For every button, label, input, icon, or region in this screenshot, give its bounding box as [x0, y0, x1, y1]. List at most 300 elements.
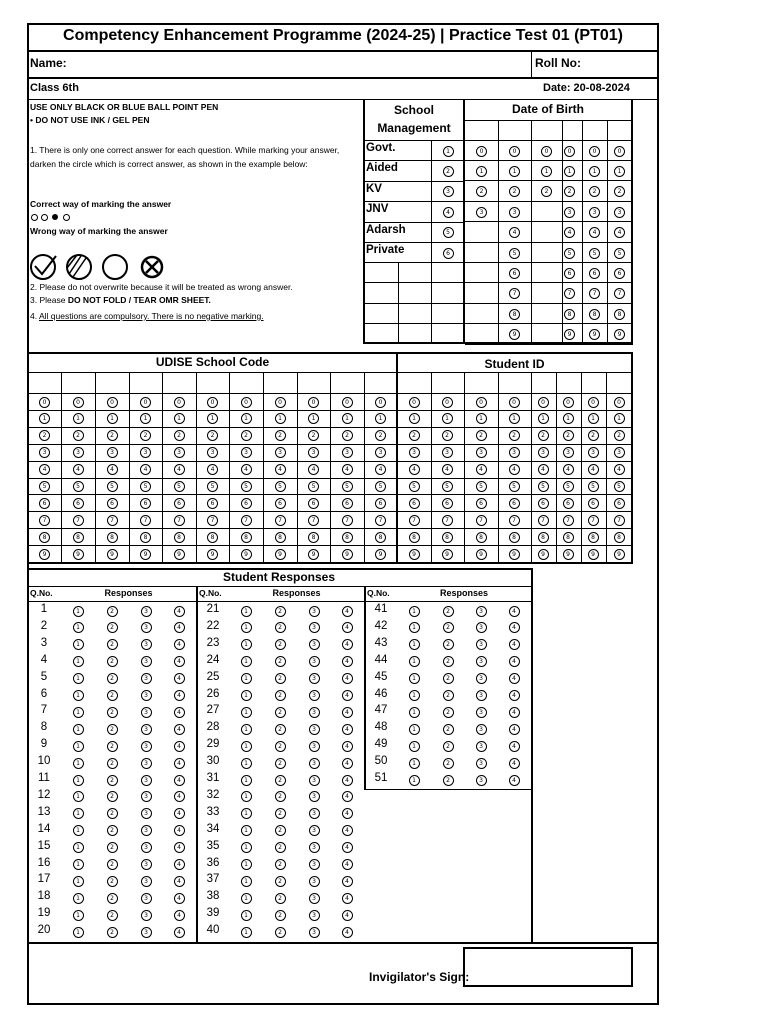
response-bubble[interactable]: 3	[141, 724, 152, 735]
dob-digit-bubble[interactable]: 0	[541, 146, 552, 157]
response-bubble[interactable]: 3	[476, 724, 487, 735]
response-bubble[interactable]: 3	[309, 690, 320, 701]
udise-digit-bubble[interactable]: 4	[342, 464, 353, 475]
response-bubble[interactable]: 3	[476, 606, 487, 617]
student-id-digit-bubble[interactable]: 8	[442, 532, 453, 543]
response-bubble[interactable]: 2	[275, 825, 286, 836]
student-id-digit-bubble[interactable]: 9	[476, 549, 487, 560]
response-bubble[interactable]: 4	[342, 842, 353, 853]
response-bubble[interactable]: 1	[73, 825, 84, 836]
response-bubble[interactable]: 3	[476, 741, 487, 752]
student-id-digit-bubble[interactable]: 5	[409, 481, 420, 492]
response-bubble[interactable]: 1	[241, 673, 252, 684]
udise-digit-bubble[interactable]: 1	[140, 413, 151, 424]
response-bubble[interactable]: 3	[141, 606, 152, 617]
dob-digit-bubble[interactable]: 3	[589, 207, 600, 218]
response-bubble[interactable]: 2	[275, 622, 286, 633]
student-id-digit-bubble[interactable]: 0	[614, 397, 625, 408]
response-bubble[interactable]: 1	[409, 639, 420, 650]
response-bubble[interactable]: 1	[409, 656, 420, 667]
udise-digit-bubble[interactable]: 9	[275, 549, 286, 560]
dob-digit-bubble[interactable]: 0	[564, 146, 575, 157]
udise-digit-bubble[interactable]: 7	[342, 515, 353, 526]
udise-digit-bubble[interactable]: 0	[73, 397, 84, 408]
udise-digit-bubble[interactable]: 2	[39, 430, 50, 441]
response-bubble[interactable]: 4	[174, 842, 185, 853]
dob-digit-bubble[interactable]: 2	[541, 186, 552, 197]
response-bubble[interactable]: 1	[409, 724, 420, 735]
udise-digit-bubble[interactable]: 8	[39, 532, 50, 543]
dob-digit-bubble[interactable]: 1	[476, 166, 487, 177]
response-bubble[interactable]: 1	[409, 707, 420, 718]
response-bubble[interactable]: 1	[241, 775, 252, 786]
response-bubble[interactable]: 1	[241, 808, 252, 819]
response-bubble[interactable]: 3	[309, 910, 320, 921]
response-bubble[interactable]: 3	[141, 910, 152, 921]
dob-digit-bubble[interactable]: 7	[564, 288, 575, 299]
response-bubble[interactable]: 3	[309, 741, 320, 752]
udise-digit-bubble[interactable]: 4	[275, 464, 286, 475]
response-bubble[interactable]: 4	[342, 606, 353, 617]
response-bubble[interactable]: 3	[309, 775, 320, 786]
udise-digit-bubble[interactable]: 9	[107, 549, 118, 560]
student-id-digit-bubble[interactable]: 9	[409, 549, 420, 560]
udise-digit-bubble[interactable]: 7	[275, 515, 286, 526]
response-bubble[interactable]: 3	[476, 690, 487, 701]
dob-digit-bubble[interactable]: 5	[564, 248, 575, 259]
response-bubble[interactable]: 2	[107, 791, 118, 802]
response-bubble[interactable]: 3	[141, 758, 152, 769]
response-bubble[interactable]: 4	[342, 791, 353, 802]
response-bubble[interactable]: 1	[73, 791, 84, 802]
student-id-digit-bubble[interactable]: 6	[563, 498, 574, 509]
student-id-digit-bubble[interactable]: 3	[476, 447, 487, 458]
student-id-digit-bubble[interactable]: 8	[509, 532, 520, 543]
udise-digit-bubble[interactable]: 5	[375, 481, 386, 492]
response-bubble[interactable]: 4	[174, 656, 185, 667]
response-bubble[interactable]: 3	[476, 656, 487, 667]
udise-digit-bubble[interactable]: 5	[308, 481, 319, 492]
response-bubble[interactable]: 1	[73, 741, 84, 752]
response-bubble[interactable]: 2	[275, 859, 286, 870]
udise-digit-bubble[interactable]: 3	[73, 447, 84, 458]
dob-digit-bubble[interactable]: 2	[589, 186, 600, 197]
response-bubble[interactable]: 3	[141, 825, 152, 836]
student-id-digit-bubble[interactable]: 4	[409, 464, 420, 475]
response-bubble[interactable]: 3	[141, 893, 152, 904]
response-bubble[interactable]: 3	[476, 775, 487, 786]
response-bubble[interactable]: 1	[241, 656, 252, 667]
response-bubble[interactable]: 1	[409, 606, 420, 617]
response-bubble[interactable]: 4	[342, 758, 353, 769]
response-bubble[interactable]: 4	[342, 876, 353, 887]
student-id-digit-bubble[interactable]: 0	[442, 397, 453, 408]
response-bubble[interactable]: 4	[174, 690, 185, 701]
student-id-digit-bubble[interactable]: 4	[442, 464, 453, 475]
udise-digit-bubble[interactable]: 2	[308, 430, 319, 441]
response-bubble[interactable]: 1	[241, 622, 252, 633]
udise-digit-bubble[interactable]: 4	[174, 464, 185, 475]
udise-digit-bubble[interactable]: 1	[39, 413, 50, 424]
udise-digit-bubble[interactable]: 5	[39, 481, 50, 492]
response-bubble[interactable]: 1	[73, 893, 84, 904]
response-bubble[interactable]: 1	[241, 791, 252, 802]
response-bubble[interactable]: 4	[342, 859, 353, 870]
response-bubble[interactable]: 1	[241, 707, 252, 718]
response-bubble[interactable]: 2	[275, 876, 286, 887]
response-bubble[interactable]: 4	[342, 707, 353, 718]
student-id-digit-bubble[interactable]: 6	[509, 498, 520, 509]
udise-digit-bubble[interactable]: 3	[140, 447, 151, 458]
udise-digit-bubble[interactable]: 9	[174, 549, 185, 560]
udise-digit-bubble[interactable]: 2	[140, 430, 151, 441]
udise-digit-bubble[interactable]: 6	[207, 498, 218, 509]
student-id-digit-bubble[interactable]: 7	[563, 515, 574, 526]
response-bubble[interactable]: 1	[241, 842, 252, 853]
udise-digit-bubble[interactable]: 2	[107, 430, 118, 441]
dob-digit-bubble[interactable]: 7	[614, 288, 625, 299]
udise-digit-bubble[interactable]: 3	[174, 447, 185, 458]
response-bubble[interactable]: 3	[141, 859, 152, 870]
response-bubble[interactable]: 1	[241, 876, 252, 887]
student-id-digit-bubble[interactable]: 5	[538, 481, 549, 492]
response-bubble[interactable]: 3	[141, 791, 152, 802]
student-id-digit-bubble[interactable]: 0	[588, 397, 599, 408]
response-bubble[interactable]: 1	[241, 639, 252, 650]
student-id-digit-bubble[interactable]: 2	[614, 430, 625, 441]
response-bubble[interactable]: 4	[342, 775, 353, 786]
response-bubble[interactable]: 4	[342, 893, 353, 904]
response-bubble[interactable]: 4	[509, 724, 520, 735]
response-bubble[interactable]: 4	[174, 724, 185, 735]
response-bubble[interactable]: 1	[409, 741, 420, 752]
udise-digit-bubble[interactable]: 4	[107, 464, 118, 475]
student-id-digit-bubble[interactable]: 4	[476, 464, 487, 475]
udise-digit-bubble[interactable]: 1	[107, 413, 118, 424]
udise-digit-bubble[interactable]: 5	[275, 481, 286, 492]
student-id-digit-bubble[interactable]: 7	[409, 515, 420, 526]
udise-digit-bubble[interactable]: 8	[342, 532, 353, 543]
management-option-bubble[interactable]: 2	[443, 166, 454, 177]
student-id-digit-bubble[interactable]: 6	[588, 498, 599, 509]
response-bubble[interactable]: 3	[309, 639, 320, 650]
dob-digit-bubble[interactable]: 8	[509, 309, 520, 320]
udise-digit-bubble[interactable]: 3	[342, 447, 353, 458]
response-bubble[interactable]: 2	[107, 690, 118, 701]
dob-digit-bubble[interactable]: 1	[509, 166, 520, 177]
udise-digit-bubble[interactable]: 1	[174, 413, 185, 424]
student-id-digit-bubble[interactable]: 1	[563, 413, 574, 424]
response-bubble[interactable]: 1	[73, 775, 84, 786]
response-bubble[interactable]: 4	[342, 673, 353, 684]
response-bubble[interactable]: 3	[141, 775, 152, 786]
response-bubble[interactable]: 4	[174, 808, 185, 819]
response-bubble[interactable]: 4	[342, 927, 353, 938]
response-bubble[interactable]: 4	[342, 639, 353, 650]
response-bubble[interactable]: 4	[509, 606, 520, 617]
udise-digit-bubble[interactable]: 7	[140, 515, 151, 526]
response-bubble[interactable]: 1	[409, 690, 420, 701]
response-bubble[interactable]: 1	[73, 656, 84, 667]
response-bubble[interactable]: 3	[476, 758, 487, 769]
response-bubble[interactable]: 2	[107, 927, 118, 938]
dob-digit-bubble[interactable]: 7	[509, 288, 520, 299]
dob-digit-bubble[interactable]: 6	[589, 268, 600, 279]
udise-digit-bubble[interactable]: 1	[207, 413, 218, 424]
response-bubble[interactable]: 2	[275, 842, 286, 853]
student-id-digit-bubble[interactable]: 3	[509, 447, 520, 458]
response-bubble[interactable]: 3	[476, 639, 487, 650]
udise-digit-bubble[interactable]: 0	[275, 397, 286, 408]
response-bubble[interactable]: 1	[241, 893, 252, 904]
response-bubble[interactable]: 4	[174, 639, 185, 650]
dob-digit-bubble[interactable]: 0	[476, 146, 487, 157]
student-id-digit-bubble[interactable]: 9	[614, 549, 625, 560]
udise-digit-bubble[interactable]: 8	[207, 532, 218, 543]
management-option-bubble[interactable]: 3	[443, 186, 454, 197]
response-bubble[interactable]: 4	[174, 775, 185, 786]
student-id-digit-bubble[interactable]: 2	[509, 430, 520, 441]
udise-digit-bubble[interactable]: 4	[207, 464, 218, 475]
dob-digit-bubble[interactable]: 6	[509, 268, 520, 279]
response-bubble[interactable]: 1	[241, 859, 252, 870]
response-bubble[interactable]: 1	[73, 876, 84, 887]
dob-digit-bubble[interactable]: 4	[509, 227, 520, 238]
response-bubble[interactable]: 1	[409, 775, 420, 786]
student-id-digit-bubble[interactable]: 8	[563, 532, 574, 543]
student-id-digit-bubble[interactable]: 5	[442, 481, 453, 492]
response-bubble[interactable]: 2	[443, 707, 454, 718]
response-bubble[interactable]: 1	[241, 690, 252, 701]
student-id-digit-bubble[interactable]: 8	[588, 532, 599, 543]
response-bubble[interactable]: 4	[174, 859, 185, 870]
udise-digit-bubble[interactable]: 6	[107, 498, 118, 509]
udise-digit-bubble[interactable]: 2	[207, 430, 218, 441]
response-bubble[interactable]: 4	[174, 927, 185, 938]
response-bubble[interactable]: 1	[73, 724, 84, 735]
response-bubble[interactable]: 4	[509, 707, 520, 718]
udise-digit-bubble[interactable]: 1	[241, 413, 252, 424]
udise-digit-bubble[interactable]: 8	[174, 532, 185, 543]
udise-digit-bubble[interactable]: 8	[140, 532, 151, 543]
response-bubble[interactable]: 3	[141, 842, 152, 853]
student-id-digit-bubble[interactable]: 8	[476, 532, 487, 543]
student-id-digit-bubble[interactable]: 6	[538, 498, 549, 509]
response-bubble[interactable]: 3	[309, 622, 320, 633]
udise-digit-bubble[interactable]: 6	[342, 498, 353, 509]
udise-digit-bubble[interactable]: 5	[207, 481, 218, 492]
response-bubble[interactable]: 3	[309, 927, 320, 938]
udise-digit-bubble[interactable]: 0	[107, 397, 118, 408]
response-bubble[interactable]: 2	[443, 758, 454, 769]
udise-digit-bubble[interactable]: 9	[342, 549, 353, 560]
response-bubble[interactable]: 4	[174, 673, 185, 684]
udise-digit-bubble[interactable]: 6	[375, 498, 386, 509]
udise-digit-bubble[interactable]: 7	[241, 515, 252, 526]
udise-digit-bubble[interactable]: 9	[375, 549, 386, 560]
response-bubble[interactable]: 2	[107, 758, 118, 769]
response-bubble[interactable]: 2	[107, 893, 118, 904]
response-bubble[interactable]: 4	[342, 741, 353, 752]
udise-digit-bubble[interactable]: 8	[375, 532, 386, 543]
udise-digit-bubble[interactable]: 2	[375, 430, 386, 441]
udise-digit-bubble[interactable]: 9	[140, 549, 151, 560]
dob-digit-bubble[interactable]: 4	[564, 227, 575, 238]
response-bubble[interactable]: 4	[509, 741, 520, 752]
udise-digit-bubble[interactable]: 3	[275, 447, 286, 458]
response-bubble[interactable]: 2	[107, 910, 118, 921]
response-bubble[interactable]: 2	[275, 893, 286, 904]
udise-digit-bubble[interactable]: 3	[241, 447, 252, 458]
student-id-digit-bubble[interactable]: 4	[509, 464, 520, 475]
response-bubble[interactable]: 4	[509, 639, 520, 650]
response-bubble[interactable]: 1	[73, 758, 84, 769]
response-bubble[interactable]: 2	[107, 606, 118, 617]
udise-digit-bubble[interactable]: 9	[241, 549, 252, 560]
dob-digit-bubble[interactable]: 5	[589, 248, 600, 259]
response-bubble[interactable]: 2	[275, 690, 286, 701]
dob-digit-bubble[interactable]: 9	[509, 329, 520, 340]
response-bubble[interactable]: 1	[409, 622, 420, 633]
udise-digit-bubble[interactable]: 0	[140, 397, 151, 408]
response-bubble[interactable]: 2	[275, 910, 286, 921]
response-bubble[interactable]: 2	[107, 825, 118, 836]
dob-digit-bubble[interactable]: 3	[509, 207, 520, 218]
student-id-digit-bubble[interactable]: 3	[588, 447, 599, 458]
udise-digit-bubble[interactable]: 0	[308, 397, 319, 408]
student-id-digit-bubble[interactable]: 7	[614, 515, 625, 526]
response-bubble[interactable]: 3	[309, 724, 320, 735]
student-id-digit-bubble[interactable]: 0	[476, 397, 487, 408]
udise-digit-bubble[interactable]: 3	[107, 447, 118, 458]
response-bubble[interactable]: 3	[141, 656, 152, 667]
response-bubble[interactable]: 4	[342, 724, 353, 735]
dob-digit-bubble[interactable]: 7	[589, 288, 600, 299]
udise-digit-bubble[interactable]: 7	[375, 515, 386, 526]
response-bubble[interactable]: 3	[309, 606, 320, 617]
udise-digit-bubble[interactable]: 7	[39, 515, 50, 526]
response-bubble[interactable]: 1	[73, 808, 84, 819]
student-id-digit-bubble[interactable]: 0	[409, 397, 420, 408]
response-bubble[interactable]: 4	[174, 910, 185, 921]
udise-digit-bubble[interactable]: 1	[275, 413, 286, 424]
response-bubble[interactable]: 4	[174, 741, 185, 752]
response-bubble[interactable]: 3	[309, 876, 320, 887]
udise-digit-bubble[interactable]: 1	[375, 413, 386, 424]
student-id-digit-bubble[interactable]: 8	[614, 532, 625, 543]
student-id-digit-bubble[interactable]: 9	[509, 549, 520, 560]
response-bubble[interactable]: 3	[309, 656, 320, 667]
response-bubble[interactable]: 2	[275, 673, 286, 684]
udise-digit-bubble[interactable]: 7	[107, 515, 118, 526]
student-id-digit-bubble[interactable]: 0	[563, 397, 574, 408]
dob-digit-bubble[interactable]: 8	[564, 309, 575, 320]
response-bubble[interactable]: 2	[443, 656, 454, 667]
dob-digit-bubble[interactable]: 3	[614, 207, 625, 218]
response-bubble[interactable]: 3	[309, 808, 320, 819]
student-id-digit-bubble[interactable]: 2	[442, 430, 453, 441]
udise-digit-bubble[interactable]: 8	[73, 532, 84, 543]
dob-digit-bubble[interactable]: 9	[614, 329, 625, 340]
udise-digit-bubble[interactable]: 4	[241, 464, 252, 475]
udise-digit-bubble[interactable]: 5	[342, 481, 353, 492]
student-id-digit-bubble[interactable]: 9	[442, 549, 453, 560]
response-bubble[interactable]: 2	[107, 724, 118, 735]
response-bubble[interactable]: 4	[342, 808, 353, 819]
udise-digit-bubble[interactable]: 8	[275, 532, 286, 543]
response-bubble[interactable]: 2	[107, 707, 118, 718]
student-id-digit-bubble[interactable]: 9	[563, 549, 574, 560]
udise-digit-bubble[interactable]: 5	[107, 481, 118, 492]
dob-digit-bubble[interactable]: 6	[614, 268, 625, 279]
student-id-digit-bubble[interactable]: 2	[588, 430, 599, 441]
response-bubble[interactable]: 2	[275, 724, 286, 735]
student-id-digit-bubble[interactable]: 7	[588, 515, 599, 526]
student-id-digit-bubble[interactable]: 1	[476, 413, 487, 424]
student-id-digit-bubble[interactable]: 3	[538, 447, 549, 458]
response-bubble[interactable]: 4	[174, 893, 185, 904]
student-id-digit-bubble[interactable]: 7	[442, 515, 453, 526]
response-bubble[interactable]: 2	[107, 876, 118, 887]
response-bubble[interactable]: 2	[443, 622, 454, 633]
response-bubble[interactable]: 2	[443, 673, 454, 684]
dob-digit-bubble[interactable]: 4	[614, 227, 625, 238]
dob-digit-bubble[interactable]: 8	[614, 309, 625, 320]
response-bubble[interactable]: 2	[107, 741, 118, 752]
student-id-digit-bubble[interactable]: 0	[538, 397, 549, 408]
student-id-digit-bubble[interactable]: 3	[442, 447, 453, 458]
response-bubble[interactable]: 2	[275, 656, 286, 667]
response-bubble[interactable]: 4	[509, 775, 520, 786]
response-bubble[interactable]: 4	[174, 707, 185, 718]
udise-digit-bubble[interactable]: 0	[375, 397, 386, 408]
udise-digit-bubble[interactable]: 1	[308, 413, 319, 424]
response-bubble[interactable]: 2	[443, 724, 454, 735]
response-bubble[interactable]: 4	[174, 758, 185, 769]
response-bubble[interactable]: 3	[141, 690, 152, 701]
response-bubble[interactable]: 3	[309, 707, 320, 718]
udise-digit-bubble[interactable]: 0	[174, 397, 185, 408]
udise-digit-bubble[interactable]: 3	[39, 447, 50, 458]
udise-digit-bubble[interactable]: 3	[308, 447, 319, 458]
student-id-digit-bubble[interactable]: 9	[538, 549, 549, 560]
response-bubble[interactable]: 1	[241, 606, 252, 617]
udise-digit-bubble[interactable]: 7	[174, 515, 185, 526]
response-bubble[interactable]: 3	[476, 622, 487, 633]
response-bubble[interactable]: 4	[174, 791, 185, 802]
udise-digit-bubble[interactable]: 5	[140, 481, 151, 492]
udise-digit-bubble[interactable]: 3	[207, 447, 218, 458]
student-id-digit-bubble[interactable]: 1	[509, 413, 520, 424]
student-id-digit-bubble[interactable]: 6	[476, 498, 487, 509]
dob-digit-bubble[interactable]: 1	[564, 166, 575, 177]
student-id-digit-bubble[interactable]: 4	[538, 464, 549, 475]
student-id-digit-bubble[interactable]: 4	[614, 464, 625, 475]
response-bubble[interactable]: 3	[141, 639, 152, 650]
response-bubble[interactable]: 3	[141, 673, 152, 684]
response-bubble[interactable]: 1	[241, 724, 252, 735]
response-bubble[interactable]: 1	[409, 673, 420, 684]
student-id-digit-bubble[interactable]: 3	[409, 447, 420, 458]
dob-digit-bubble[interactable]: 5	[614, 248, 625, 259]
dob-digit-bubble[interactable]: 2	[509, 186, 520, 197]
response-bubble[interactable]: 2	[275, 791, 286, 802]
udise-digit-bubble[interactable]: 9	[39, 549, 50, 560]
response-bubble[interactable]: 3	[141, 741, 152, 752]
management-option-bubble[interactable]: 6	[443, 248, 454, 259]
udise-digit-bubble[interactable]: 3	[375, 447, 386, 458]
response-bubble[interactable]: 2	[107, 622, 118, 633]
